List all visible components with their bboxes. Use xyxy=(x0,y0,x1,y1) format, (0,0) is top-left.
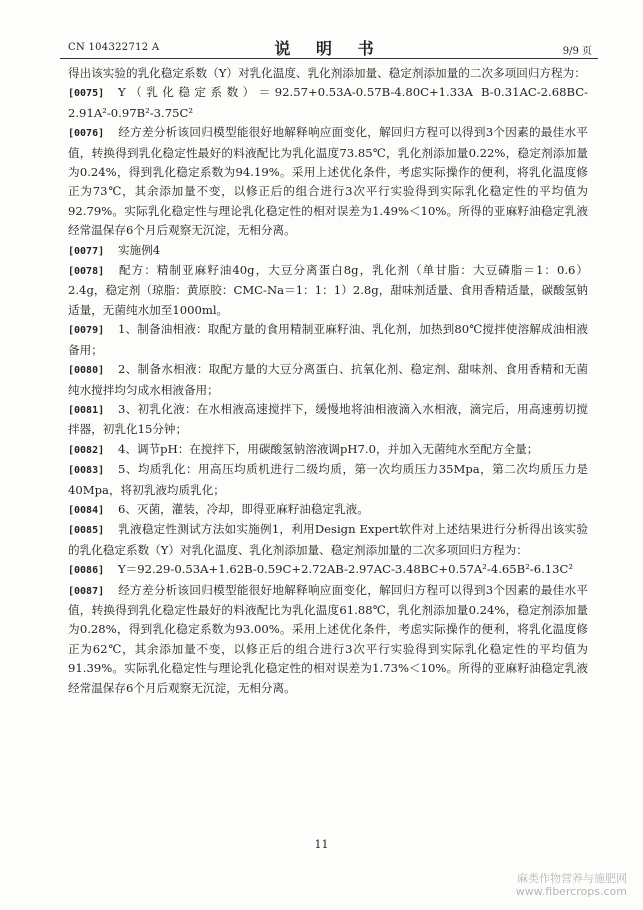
page-header xyxy=(60,36,598,59)
paragraph-number: [0087] xyxy=(68,585,105,597)
paragraph-text: 得出该实验的乳化稳定系数（Y）对乳化温度、乳化剂添加量、稳定剂添加量的二次多项回归方程为： xyxy=(68,66,586,80)
paragraph-text: 1、制备油相液：取配方量的食用精制亚麻籽油、乳化剂，加热到80℃搅拌使溶解成油相液备用； xyxy=(68,322,588,357)
paragraph-text: 配方：精制亚麻籽油40g，大豆分离蛋白8g，乳化剂（单甘脂：大豆磷脂＝1：0.6）2.4g，稳定剂（琼脂：黄原胶：CMC-Na＝1：1：1）2.8g，甜味剂适量、食用香精适量，碳酸氢钠适量，无菌纯水加至1000ml。 xyxy=(68,263,588,317)
paragraph-text: 经方差分析该回归模型能很好地解释响应面变化，解回归方程可以得到3个因素的最佳水平值，转换得到乳化稳定性最好的料液配比为乳化温度73.85℃，乳化剂添加量0.22%，稳定剂添加量为0.24%，得到乳化稳定系数为94.19%。采用上述优化条件，考虑实际操作的便利，将乳化温度修正为73℃，其余添加量不变，以修正后的组合进行3次平行实验得到实际乳化稳定性的平均值为92.79%。实际乳化稳定性与理论乳化稳定性的相对误差为1.49%＜10%。所得的亚麻籽油稳定乳液经常温保存6个月后观察无沉淀，无相分离。 xyxy=(68,125,588,238)
paragraph-text: 6、灭菌，灌装，冷却，即得亚麻籽油稳定乳液。 xyxy=(118,501,369,516)
paragraph xyxy=(68,83,588,123)
publication-number: CN 104322712 A xyxy=(68,42,160,53)
paragraph xyxy=(68,581,588,698)
document-body xyxy=(68,64,588,698)
paragraph-text: Y（乳化稳定系数）＝92.57+0.53A-0.57B-4.80C+1.33A B-0.31AC-2.68BC-2.91A²-0.97B²-3.75C² xyxy=(68,85,588,120)
paragraph xyxy=(68,400,588,440)
paragraph-text: 乳液稳定性测试方法如实施例1，利用Design Expert软件对上述结果进行分析得出该实验的乳化稳定系数（Y）对乳化温度、乳化剂添加量、稳定剂添加量的二次多项回归方程为： xyxy=(68,522,588,557)
paragraph-number: [0075] xyxy=(68,88,105,100)
paragraph-text: 2、制备水相液：取配方量的大豆分离蛋白、抗氧化剂、稳定剂、甜味剂、食用香精和无菌纯水搅拌均匀成水相液备用； xyxy=(68,362,588,397)
page-indicator: 9/9 页 xyxy=(562,46,592,57)
watermark-site-name: 麻类作物营养与施肥网 xyxy=(517,872,627,885)
paragraph-text: 5、均质乳化：用高压均质机进行二级均质，第一次均质压力35Mpa，第二次均质压力是40Mpa，将初乳液均质乳化； xyxy=(68,462,588,497)
paragraph-number: [0086] xyxy=(68,565,105,577)
paragraph-number: [0077] xyxy=(68,245,105,257)
paragraph-text: 实施例4 xyxy=(118,242,161,257)
paragraph-text: Y＝92.29-0.53A+1.62B-0.59C+2.72AB-2.97AC-3.48BC+0.57A²-4.65B²-6.13C² xyxy=(118,562,574,577)
paragraph-text: 3、初乳化液：在水相液高速搅拌下，缓慢地将油相液滴入水相液，滴完后，用高速剪切搅拌器，初乳化15分钟； xyxy=(68,401,588,437)
watermark-url: www.fibercrops.com xyxy=(515,885,627,898)
paragraph xyxy=(68,520,588,560)
paragraph xyxy=(68,360,588,400)
paragraph xyxy=(68,440,588,460)
paragraph-number: [0080] xyxy=(68,365,105,377)
paragraph xyxy=(68,460,588,500)
paragraph-number: [0076] xyxy=(68,128,105,140)
paragraph-number: [0084] xyxy=(68,504,105,516)
paragraph xyxy=(68,123,588,240)
watermark xyxy=(516,872,627,898)
paragraph xyxy=(68,560,588,580)
page-number: 11 xyxy=(314,838,329,851)
paragraph-text: 经方差分析该回归模型能很好地解释响应面变化，解回归方程可以得到3个因素的最佳水平值，转换得到乳化稳定性最好的料液配比为乳化温度61.88℃，乳化剂添加量0.24%，稳定剂添加量为0.28%，得到乳化稳定系数为93.00%。采用上述优化条件，考虑实际操作的便利，将乳化温度修正为62℃，其余添加量不变，以修正后的组合进行3次平行实验得到实际乳化稳定性的平均值为91.39%。实际乳化稳定性与理论乳化稳定性的相对误差为1.73%＜10%。所得的亚麻籽油稳定乳液经常温保存6个月后观察无沉淀，无相分离。 xyxy=(68,582,588,695)
paragraph xyxy=(68,500,588,520)
paragraph xyxy=(68,320,588,360)
paragraph-number: [0081] xyxy=(68,404,105,416)
paragraph xyxy=(68,261,588,320)
paragraph-number: [0083] xyxy=(68,465,105,477)
paragraph-number: [0078] xyxy=(68,266,105,278)
document-title: 说 明 书 xyxy=(274,39,384,58)
paragraph-number: [0082] xyxy=(68,444,105,456)
paragraph-number: [0079] xyxy=(68,325,105,337)
paragraph-number: [0085] xyxy=(68,525,105,537)
paragraph xyxy=(68,64,588,83)
paragraph-text: 4、调节pH：在搅拌下，用碳酸氢钠溶液调pH7.0，并加入无菌纯水至配方全量； xyxy=(118,441,539,456)
paragraph xyxy=(68,241,588,261)
